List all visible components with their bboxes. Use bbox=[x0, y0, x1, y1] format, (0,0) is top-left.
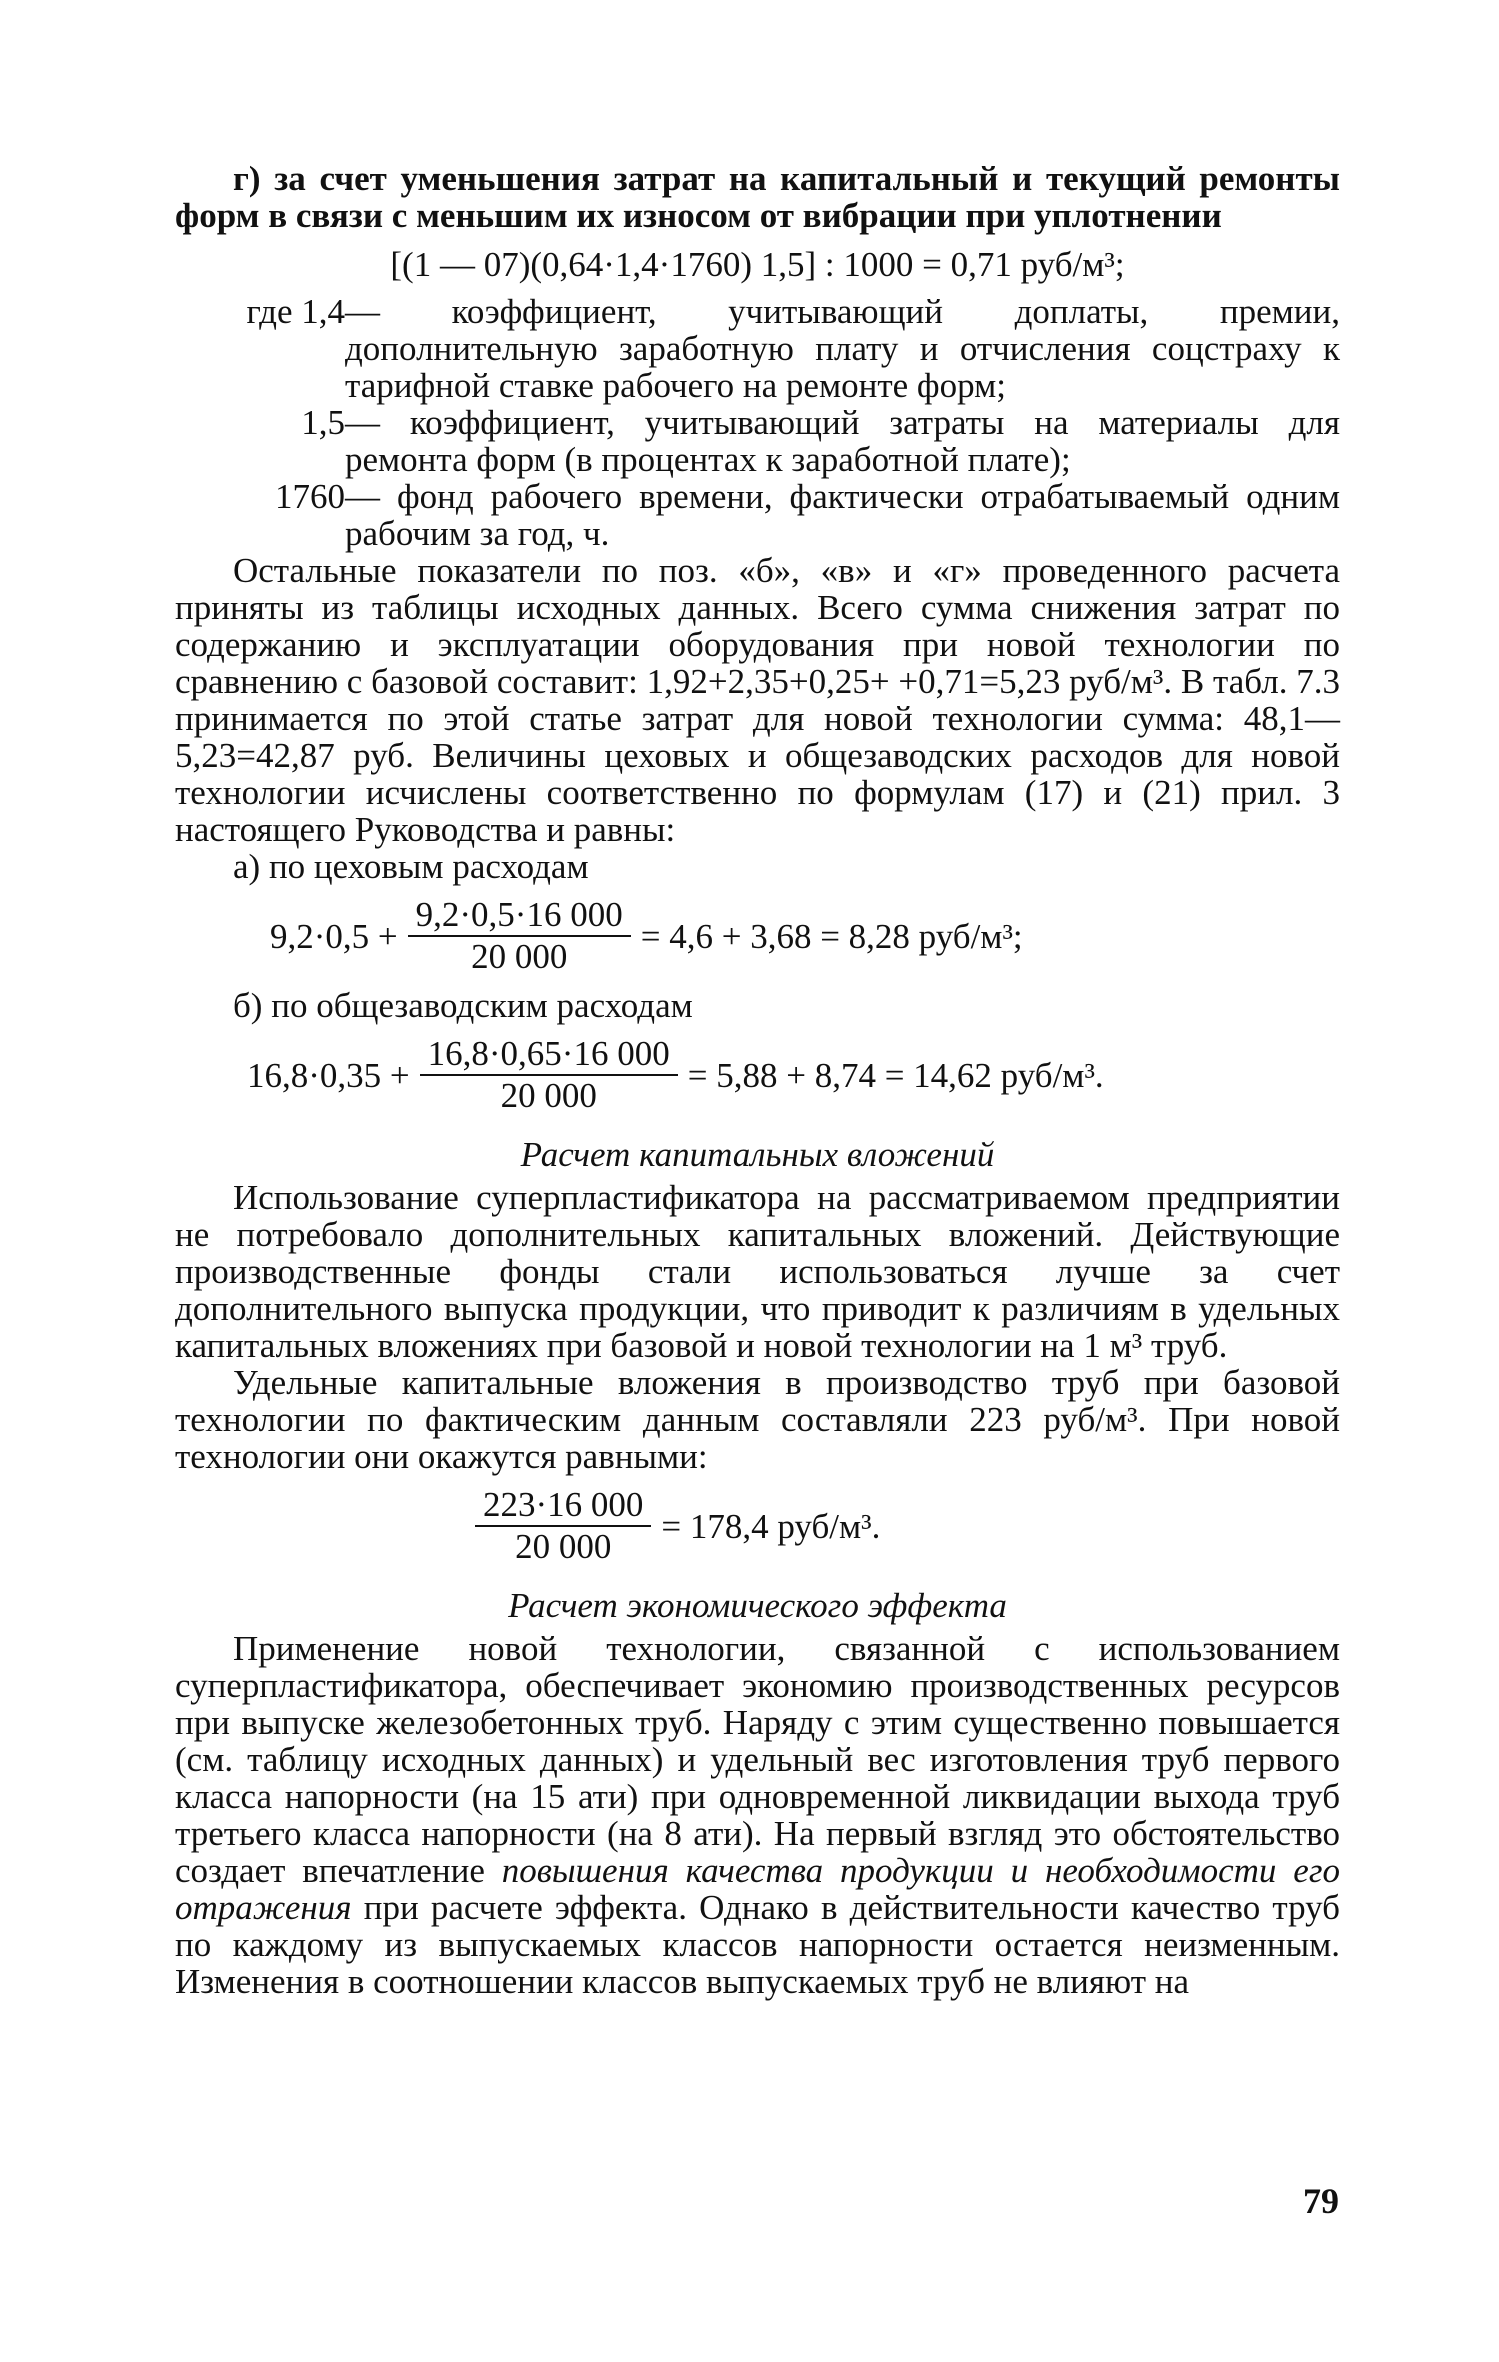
definition-text: — фонд рабочего времени, фактически отрабатываемый одним рабочим за год, ч. bbox=[345, 477, 1340, 553]
capital-numerator: 223·16 000 bbox=[475, 1485, 651, 1527]
paragraph-superplasticizer: Использование суперпластификатора на рассматриваемом предприятии не потребовало дополнительных капитальных вложений. Действующие производственные фонды стали использоваться лучше за счет дополнительного выпуска продукции, что приводит к различиям в удельных капитальных вложениях при базовой и новой технологии на 1 м³ труб. bbox=[175, 1178, 1340, 1365]
item-a-left: 9,2·0,5 + bbox=[270, 916, 398, 956]
page-content bbox=[175, 160, 1340, 2000]
definition-term: 1,5 bbox=[301, 403, 345, 442]
item-b-left: 16,8·0,35 + bbox=[247, 1055, 410, 1095]
item-b-numerator: 16,8·0,65·16 000 bbox=[420, 1034, 678, 1076]
definition-text: — коэффициент, учитывающий доплаты, премии, дополнительную заработную плату и отчисления соцстраху к тарифной ставке рабочего на ремонте форм; bbox=[345, 292, 1340, 405]
definition-term: где 1,4 bbox=[246, 292, 345, 331]
section-heading-capital: Расчет капитальных вложений bbox=[520, 1135, 995, 1174]
item-b-denominator: 20 000 bbox=[500, 1076, 597, 1115]
effect-text-start: Применение новой технологии, связанной с использованием суперпластификатора, обеспечивает экономию производственных ресурсов при выпуске железобетонных труб. Наряду с этим существенно повышается (см. таблицу исходных данных) и удельный вес изготовления труб первого класса напорности (на 15 ати) при одновременной ликвидации выхода труб третьего класса напорности (на 8 ати). На первый взгляд это обстоятельство создает впечатление bbox=[175, 1629, 1340, 1890]
effect-text-italic: повышения качества продукции и необходимости его отражения bbox=[175, 1851, 1340, 1927]
item-b-formula bbox=[175, 1034, 1340, 1116]
item-g-formula: [(1 — 07)(0,64·1,4·1760) 1,5] : 1000 = 0,71 руб/м³; bbox=[390, 245, 1125, 284]
page-number: 79 bbox=[1303, 2181, 1339, 2221]
item-a-fraction bbox=[408, 895, 631, 977]
item-a-right: = 4,6 + 3,68 = 8,28 руб/м³; bbox=[640, 916, 1023, 956]
item-b-fraction bbox=[420, 1034, 678, 1116]
item-b-right: = 5,88 + 8,74 = 14,62 руб/м³. bbox=[687, 1055, 1104, 1095]
item-g-text: г) за счет уменьшения затрат на капитальный и текущий ремонты форм в связи с меньшим их износом от вибрации при уплотнении bbox=[175, 159, 1340, 235]
capital-formula bbox=[175, 1485, 1340, 1567]
item-a-denominator: 20 000 bbox=[471, 937, 568, 976]
definition-item bbox=[175, 293, 1340, 404]
definitions-list bbox=[175, 293, 1340, 552]
definition-text: — коэффициент, учитывающий затраты на материалы для ремонта форм (в процентах к заработной плате); bbox=[345, 403, 1340, 479]
item-a-formula bbox=[175, 895, 1340, 977]
capital-fraction bbox=[475, 1485, 651, 1567]
item-a-label: а) по цеховым расходам bbox=[233, 847, 589, 886]
effect-text-end: при расчете эффекта. Однако в действительности качество труб по каждому из выпускаемых классов напорности остается неизменным. Изменения в соотношении классов выпускаемых труб не влияют на bbox=[175, 1888, 1340, 2001]
item-b-label: б) по общезаводским расходам bbox=[233, 986, 693, 1025]
paragraph-specific-investment: Удельные капитальные вложения в производство труб при базовой технологии по фактическим данным составляли 223 руб/м³. При новой технологии они окажутся равными: bbox=[175, 1363, 1340, 1476]
section-heading-effect: Расчет экономического эффекта bbox=[508, 1586, 1007, 1625]
paragraph-economic-effect bbox=[175, 1630, 1340, 2000]
definition-item bbox=[175, 478, 1340, 552]
capital-denominator: 20 000 bbox=[515, 1527, 612, 1566]
paragraph-remaining-indicators: Остальные показатели по поз. «б», «в» и «г» проведенного расчета приняты из таблицы исходных данных. Всего сумма снижения затрат по содержанию и эксплуатации оборудования при новой технологии по сравнению с базовой составит: 1,92+2,35+0,25+ +0,71=5,23 руб/м³. В табл. 7.3 принимается по этой статье затрат для новой технологии сумма: 48,1—5,23=42,87 руб. Величины цеховых и общезаводских расходов для новой технологии исчислены соответственно по формулам (17) и (21) прил. 3 настоящего Руководства и равны: bbox=[175, 551, 1340, 849]
capital-right: = 178,4 руб/м³. bbox=[661, 1506, 881, 1546]
definition-term: 1760 bbox=[275, 477, 345, 516]
item-a-numerator: 9,2·0,5·16 000 bbox=[408, 895, 631, 937]
definition-item bbox=[175, 404, 1340, 478]
